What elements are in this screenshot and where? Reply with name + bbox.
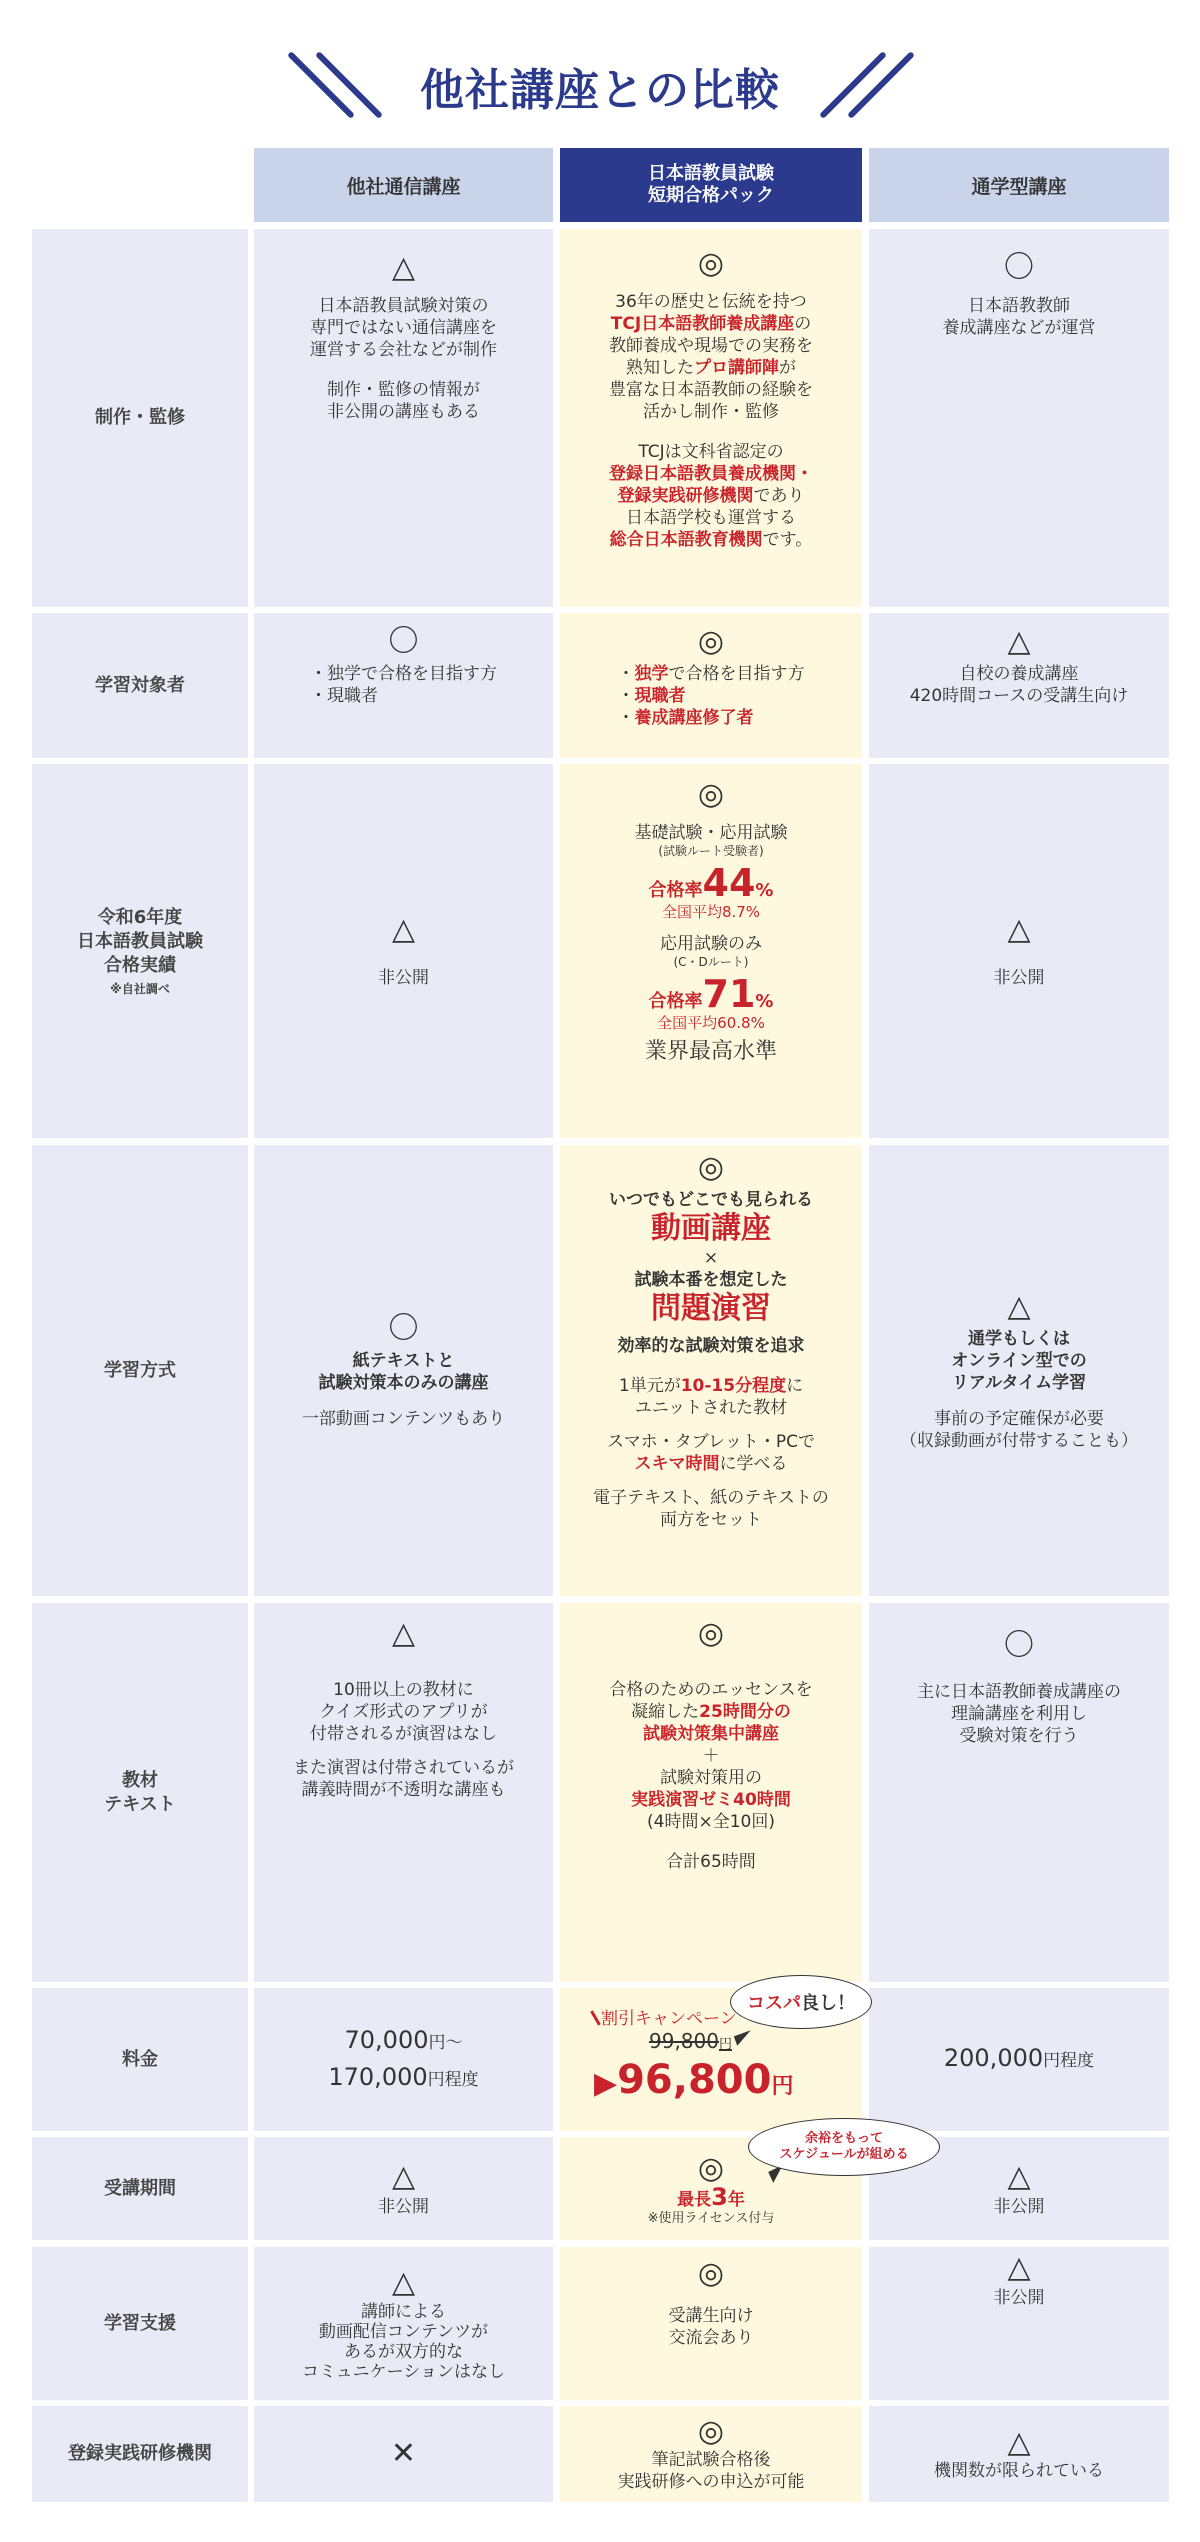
- column-header-main-product: [560, 148, 862, 222]
- cell-text: 基礎試験・応用試験: [634, 823, 788, 843]
- row-label-text: 合格実績: [104, 954, 176, 976]
- cell-text: 事前の予定確保が必要: [934, 1408, 1104, 1429]
- cell-text: 1単元が10-15分程度に: [618, 1376, 804, 1396]
- price-range-min: 70,000円〜: [344, 2025, 463, 2054]
- row-label-text: 学習対象者: [95, 674, 185, 696]
- cell-text: 効率的な試験対策を追求: [617, 1336, 805, 1356]
- cell-practicum-classroom: [869, 2406, 1169, 2502]
- cell-text: 主に日本語教師養成講座の: [917, 1682, 1121, 1702]
- triangle-mark-icon: △: [391, 912, 416, 947]
- row-label-text: 登録実践研修機関: [68, 2443, 212, 2464]
- cell-text: 通学もしくは: [968, 1328, 1070, 1349]
- cell-text: です。: [762, 530, 813, 550]
- highlight-text: プロ講師陣: [694, 358, 779, 378]
- highlight-text: 登録日本語教員養成機関・: [609, 464, 813, 484]
- price-range-max: 170,000円程度: [328, 2062, 479, 2091]
- price: 200,000円程度: [943, 2044, 1095, 2072]
- cell-text: 電子テキスト、紙のテキストの: [593, 1488, 829, 1508]
- circle-mark-icon: 〇: [388, 624, 419, 659]
- cell-text: 活かし制作・監修: [643, 402, 779, 422]
- cell-text: あるが双方的な: [344, 2341, 463, 2362]
- row-label-support: [32, 2247, 248, 2400]
- license-note: ※使用ライセンス付与: [647, 2210, 775, 2226]
- cell-text: TCJは文科省認定の: [638, 442, 784, 462]
- list-item: ・現職者: [310, 686, 378, 706]
- cell-text: であり: [753, 486, 805, 506]
- triangle-mark-icon: △: [1007, 2158, 1031, 2194]
- cell-results-classroom: [869, 764, 1169, 1138]
- cell-practicum-main: [560, 2406, 862, 2502]
- cell-text: また演習は付帯されているが: [293, 1758, 514, 1778]
- cell-text: 合格のためのエッセンスを: [609, 1680, 813, 1700]
- highlight-text: 試験対策集中講座: [643, 1724, 779, 1744]
- circle-mark-icon: 〇: [1004, 1628, 1034, 1663]
- speech-bubble-cost-performance: コスパ 良し！: [730, 1975, 872, 2029]
- cell-text: 運営する会社などが制作: [310, 340, 497, 360]
- cell-text: オンライン型での: [951, 1350, 1087, 1371]
- triangle-mark-icon: △: [391, 1616, 416, 1651]
- cell-price-classroom: [869, 1988, 1169, 2131]
- row-label-text: テキスト: [104, 1793, 176, 1815]
- speech-bubble-schedule: 余裕をもって スケジュールが組める: [748, 2118, 940, 2176]
- cell-text: コミュニケーションはなし: [302, 2361, 505, 2382]
- cell-materials-other: [254, 1603, 553, 1982]
- cell-text: の: [794, 314, 812, 334]
- double-circle-mark-icon: ◎: [697, 246, 725, 281]
- original-price: 99,800円: [649, 2029, 732, 2053]
- cell-text: 非公開: [378, 2196, 429, 2217]
- times-symbol: ×: [703, 1248, 719, 1268]
- triangle-mark-icon: △: [1007, 912, 1031, 947]
- pass-rate: 合格率44%: [648, 861, 774, 905]
- list-item: ・養成講座修了者: [617, 708, 754, 728]
- cell-text: 受講生向け: [668, 2306, 754, 2326]
- triangle-mark-icon: △: [391, 2264, 416, 2300]
- cell-text: ユニットされた教材: [634, 1398, 788, 1418]
- cell-target-other: [254, 613, 553, 758]
- cell-materials-classroom: [869, 1603, 1169, 1982]
- list-item: ・現職者: [617, 686, 686, 706]
- campaign-accent-icon: [590, 2010, 601, 2025]
- row-label-text: 料金: [122, 2048, 158, 2070]
- list-item: ・独学で合格を目指す方: [310, 664, 497, 684]
- row-label-materials: [32, 1603, 248, 1982]
- highlight-text: TCJ日本語教師養成講座: [610, 314, 795, 334]
- cell-text: 非公開の講座もある: [327, 402, 480, 422]
- cell-text: 10冊以上の教材に: [333, 1680, 474, 1700]
- triangle-mark-icon: △: [1007, 2250, 1031, 2285]
- column-header-label: 通学型講座: [971, 175, 1067, 198]
- cell-text: 講義時間が不透明な講座も: [301, 1780, 506, 1800]
- industry-claim: 業界最高水準: [644, 1039, 777, 1064]
- cell-text: 日本語教員試験対策の: [318, 296, 489, 316]
- max-period: 最長3年: [677, 2182, 745, 2211]
- row-label-text: 令和6年度: [97, 906, 183, 928]
- row-label-text: 受講期間: [104, 2177, 176, 2199]
- bullet-list: [310, 663, 497, 707]
- cell-text: 付帯されるが演習はなし: [310, 1724, 497, 1744]
- cell-support-main: [560, 2247, 862, 2400]
- cell-text: クイズ形式のアプリが: [319, 1702, 488, 1722]
- cell-text: 理論講座を利用し: [951, 1704, 1087, 1724]
- cell-text: 紙テキストと: [352, 1350, 455, 1371]
- cell-target-main: [560, 613, 862, 758]
- discounted-price: ▶96,800円: [594, 2057, 794, 2103]
- cell-text: が: [779, 358, 796, 378]
- circle-mark-icon: 〇: [1004, 250, 1034, 285]
- circle-mark-icon: 〇: [388, 1310, 419, 1346]
- row-label-production: [32, 229, 248, 607]
- bullet-list: [618, 663, 805, 729]
- cell-production-main: [560, 229, 862, 607]
- cell-price-other: [254, 1988, 553, 2131]
- cell-method-other: [254, 1145, 553, 1596]
- cell-results-main: [560, 764, 862, 1138]
- cell-text: （収録動画が付帯することも）: [900, 1430, 1138, 1451]
- cell-text: 専門ではない通信講座を: [310, 318, 497, 338]
- cell-text: スキマ時間に学べる: [634, 1454, 788, 1474]
- column-header-classroom: [869, 148, 1169, 222]
- cell-text: 420時間コースの受講生向け: [909, 686, 1129, 706]
- cell-production-other: [254, 229, 553, 607]
- column-header-label-line2: 短期合格パック: [648, 185, 774, 206]
- row-label-method: [32, 1145, 248, 1596]
- cell-method-main: [560, 1145, 862, 1596]
- double-circle-mark-icon: ◎: [697, 2256, 725, 2291]
- cell-target-classroom: [869, 613, 1169, 758]
- cell-text: 凝縮した25時間分の: [631, 1702, 791, 1722]
- row-label-results: [32, 764, 248, 1138]
- cell-text: いつでもどこでも見られる: [609, 1190, 813, 1210]
- cell-text: 日本語教教師: [968, 296, 1070, 316]
- cell-text: 教師養成や現場での実務を: [609, 336, 813, 356]
- double-circle-mark-icon: ◎: [697, 2414, 725, 2449]
- cell-text: 一部動画コンテンツもあり: [301, 1408, 506, 1429]
- cell-results-other: [254, 764, 553, 1138]
- row-label-text: 日本語教員試験: [77, 930, 203, 952]
- row-label-text: 教材: [122, 1769, 158, 1791]
- section-title-area: [0, 40, 1200, 130]
- cell-note: (C・Dルート): [673, 955, 749, 969]
- cell-practicum-other: [254, 2406, 553, 2502]
- triangle-mark-icon: △: [391, 250, 416, 285]
- highlight-text: 動画講座: [651, 1211, 771, 1246]
- plus-symbol: ＋: [702, 1746, 720, 1766]
- row-label-text: 制作・監修: [95, 407, 185, 428]
- cell-text: 講師による: [361, 2301, 446, 2322]
- highlight-text: 登録実践研修機関: [617, 486, 754, 506]
- cell-text: 合計65時間: [666, 1852, 756, 1872]
- cell-text: 非公開: [993, 2196, 1045, 2217]
- cell-text: スマホ・タブレット・PCで: [607, 1432, 815, 1452]
- double-circle-mark-icon: ◎: [697, 624, 725, 659]
- column-header-other-correspondence: [254, 148, 553, 222]
- triangle-mark-icon: △: [1007, 2425, 1031, 2460]
- cell-text: 筆記試験合格後: [651, 2450, 771, 2470]
- cell-text: 機関数が限られている: [934, 2461, 1104, 2481]
- cell-text: 動画配信コンテンツが: [318, 2321, 489, 2342]
- double-circle-mark-icon: ◎: [697, 1150, 725, 1185]
- cell-text: 豊富な日本語教師の経験を: [609, 380, 813, 400]
- row-label-practicum: [32, 2406, 248, 2502]
- cell-text: 試験対策用の: [660, 1768, 762, 1788]
- row-label-price: [32, 1988, 248, 2131]
- cross-mark-icon: ✕: [390, 2436, 417, 2471]
- row-label-period: [32, 2137, 248, 2240]
- cell-production-classroom: [869, 229, 1169, 607]
- double-circle-mark-icon: ◎: [697, 2150, 725, 2186]
- pass-rate: 合格率71%: [648, 972, 774, 1016]
- row-label-note: ※自社調べ: [110, 981, 170, 996]
- triangle-arrow-icon: ▶: [594, 2066, 618, 2101]
- cell-support-other: [254, 2247, 553, 2400]
- cell-text: 制作・監修の情報が: [327, 380, 480, 400]
- cell-text: リアルタイム学習: [951, 1372, 1087, 1393]
- national-average: 全国平均8.7%: [661, 903, 761, 921]
- cell-text: 熟知した: [626, 358, 694, 378]
- column-header-label: 他社通信講座: [346, 175, 461, 198]
- double-circle-mark-icon: ◎: [697, 777, 725, 812]
- cell-text: 応用試験のみ: [660, 934, 762, 954]
- cell-text: 非公開: [378, 968, 429, 988]
- cell-text: 日本語学校も運営する: [626, 508, 796, 528]
- row-label-target: [32, 613, 248, 758]
- cell-text: 受験対策を行う: [959, 1726, 1079, 1746]
- column-header-label-line1: 日本語教員試験: [648, 163, 774, 184]
- highlight-text: 総合日本語教育機関: [609, 530, 763, 550]
- triangle-mark-icon: △: [391, 2158, 416, 2194]
- cell-text: 実践研修への申込が可能: [617, 2472, 805, 2492]
- cell-text: 自校の養成講座: [959, 664, 1079, 684]
- cell-text: 交流会あり: [668, 2328, 754, 2348]
- triangle-mark-icon: △: [1007, 624, 1031, 659]
- triangle-mark-icon: △: [1007, 1288, 1031, 1324]
- cell-text: 非公開: [993, 2288, 1045, 2308]
- cell-method-classroom: [869, 1145, 1169, 1596]
- cell-period-other: [254, 2137, 553, 2240]
- cell-text: (4時間×全10回): [647, 1812, 775, 1832]
- page-title: 他社講座との比較: [420, 65, 780, 116]
- row-label-text: 学習支援: [104, 2312, 176, 2334]
- campaign-label: 割引キャンペーン: [594, 2008, 737, 2030]
- list-item: ・独学で合格を目指す方: [617, 664, 805, 684]
- cell-text: 両方をセット: [660, 1510, 762, 1530]
- cell-text: 非公開: [993, 968, 1045, 988]
- cell-support-classroom: [869, 2247, 1169, 2400]
- cell-text: 試験本番を想定した: [634, 1270, 788, 1290]
- cell-materials-main: [560, 1603, 862, 1982]
- highlight-text: 実践演習ゼミ40時間: [631, 1790, 791, 1810]
- cell-text: 試験対策本のみの講座: [318, 1372, 489, 1393]
- cell-text: 36年の歴史と伝統を持つ: [615, 292, 807, 312]
- double-circle-mark-icon: ◎: [697, 1616, 725, 1651]
- highlight-text: 問題演習: [651, 1291, 771, 1326]
- row-label-text: 学習方式: [104, 1359, 176, 1381]
- national-average: 全国平均60.8%: [657, 1014, 765, 1032]
- cell-text: 養成講座などが運営: [942, 318, 1096, 338]
- cell-note: (試験ルート受験者): [658, 844, 764, 858]
